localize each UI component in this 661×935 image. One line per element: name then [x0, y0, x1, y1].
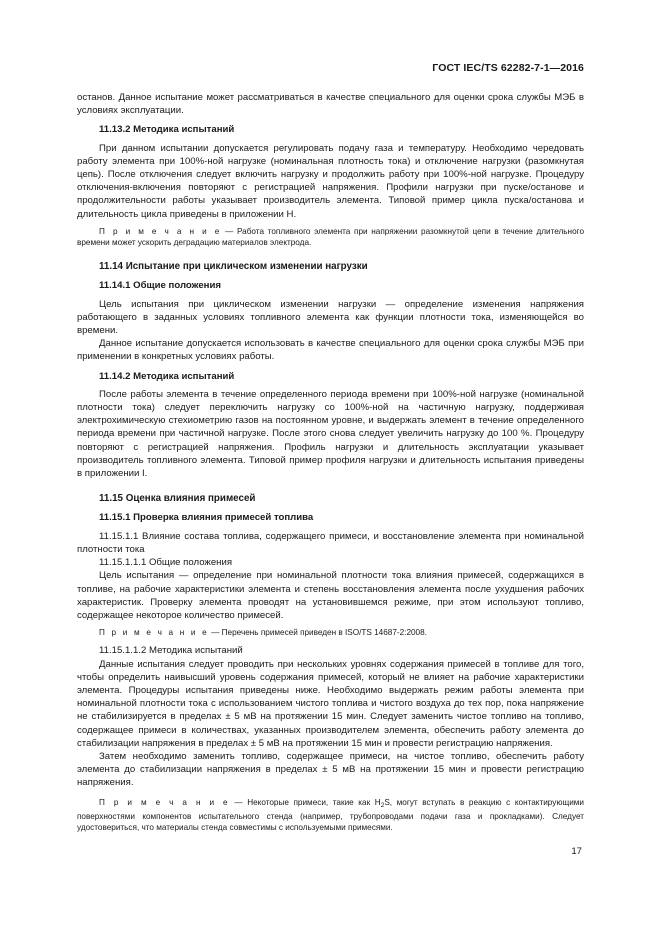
note	[77, 797, 584, 834]
note-text: — Перечень примесей приведен в ISO/TS 14687-2:2008.	[208, 628, 427, 638]
paragraph: Данные испытания следует проводить при нескольких уровнях содержания примесей в топливе для того, чтобы определить наивысший уровень содержания примесей, который не влияет на рабочие характеристики элемента. Процедуры испытания приведены ниже. Необходимо выдержать режим работы элемента при номинальной плотности тока с использованием чистого топлива и чистого воздуха до тех пор, пока напряжение не стабилизируется в пределах ± 5 мВ на протяжении 15 мин. Следует заменить чистое топливо на топливо, содержащее примеси в количествах, указанных производителем элемента, обеспечить работу элемента до стабилизации напряжения в пределах ± 5 мВ на протяжении 15 мин и провести регистрацию напряжения.	[77, 658, 584, 749]
paragraph: При данном испытании допускается регулировать подачу газа и температуру. Необходимо чередовать работу элемента при 100%-ной нагрузке (номинальная плотность тока) и отключение нагрузки (разомкнутая цепь). После отключения следует включить нагрузку и продолжить работу при 100%-ной нагрузке. Процедуру отключения-включения повторяют с регистрацией напряжения. Профили нагрузки при пуске/останове и продолжительности работы указывает производитель элемента. Типовой пример цикла пуска/останова и длительность цикла приведены в приложении Н.	[77, 142, 584, 220]
paragraph: После работы элемента в течение определенного периода времени при 100%-ной нагрузке (номинальной плотности тока) следует переключить нагрузку со 100%-ной на частичную нагрузку, поддерживая электрохимическую стехиометрию газов на постоянном уровне, и выдержать элемент в течение определенного периода времени при частичной нагрузке. После этого снова следует увеличить нагрузку до 100 %. Процедуру повторяют с регистрацией напряжения. Профиль нагрузки и длительность эксплуатации указывает производитель топливного элемента. Типовой пример профиля нагрузки и длительность испытания приведены в приложении I.	[77, 388, 584, 480]
subsection-heading: 11.15.1 Проверка влияния примесей топлива	[99, 512, 314, 524]
note-text: S, могут вступать в реакцию с контактирующими поверхностями компонентов испытательного стенда (например, трубопроводами подачи газа и прокладками). Следует удостовериться, что материалы стенда совместимы с используемыми примесями.	[77, 797, 585, 832]
paragraph: 11.15.1.1.1 Общие положения	[99, 557, 233, 569]
page-number: 17	[571, 846, 582, 857]
paragraph: 11.15.1.1.2 Методика испытаний	[99, 645, 243, 657]
paragraph-continuation: останов. Данное испытание может рассматриваться в качестве специального для оценки срока службы МЭБ в условиях эксплуатации.	[77, 92, 584, 117]
section-heading: 11.15 Оценка влияния примесей	[99, 493, 256, 505]
paragraph: Данное испытание допускается использовать в качестве специального для оценки срока службы МЭБ при применении в конкретных условиях работы.	[77, 338, 584, 363]
note-label: П р и м е ч а н и е	[99, 797, 230, 807]
paragraph: 11.15.1.1 Влияние состава топлива, содержащего примеси, и восстановление элемента при номинальной плотности тока	[77, 530, 584, 555]
paragraph: Цель испытания — определение при номинальной плотности тока влияния примесей, содержащихся в топливе, на рабочие характеристики элемента и степень восстановления элемента после ухудшения рабочих характеристик. Проверку элемента проводят на установившемся режиме, при этом используют топливо, содержащее некоторое количество примесей.	[77, 570, 584, 621]
subsection-heading: 11.13.2 Методика испытаний	[99, 124, 235, 136]
note-label: П р и м е ч а н и е	[99, 226, 222, 236]
note	[77, 627, 584, 638]
note	[77, 226, 584, 248]
paragraph: Цель испытания при циклическом изменении нагрузки — определение изменения напряжения работающего в заданных условиях топливного элемента как функции плотности тока, изменяющейся во времени.	[77, 298, 584, 337]
page-body	[77, 91, 584, 839]
standard-code-header: ГОСТ IEC/TS 62282-7-1—2016	[432, 62, 584, 74]
subsection-heading: 11.14.2 Методика испытаний	[99, 370, 235, 382]
paragraph: Затем необходимо заменить топливо, содержащее примеси, на чистое топливо, обеспечить работу элемента до стабилизации напряжения в пределах ± 5 мВ на протяжении 15 мин и провести регистрацию напряжения.	[77, 750, 584, 789]
subscript: 2	[380, 801, 385, 809]
note-label: П р и м е ч а н и е	[99, 628, 209, 638]
subsection-heading: 11.14.1 Общие положения	[99, 280, 221, 292]
note-text: — Работа топливного элемента при напряжении разомкнутой цепи в течение длительного времени может ускорить деградацию материалов электрода.	[77, 226, 584, 248]
section-heading: 11.14 Испытание при циклическом изменении нагрузки	[99, 261, 368, 273]
note-text: — Некоторые примеси, такие как H	[229, 797, 381, 807]
